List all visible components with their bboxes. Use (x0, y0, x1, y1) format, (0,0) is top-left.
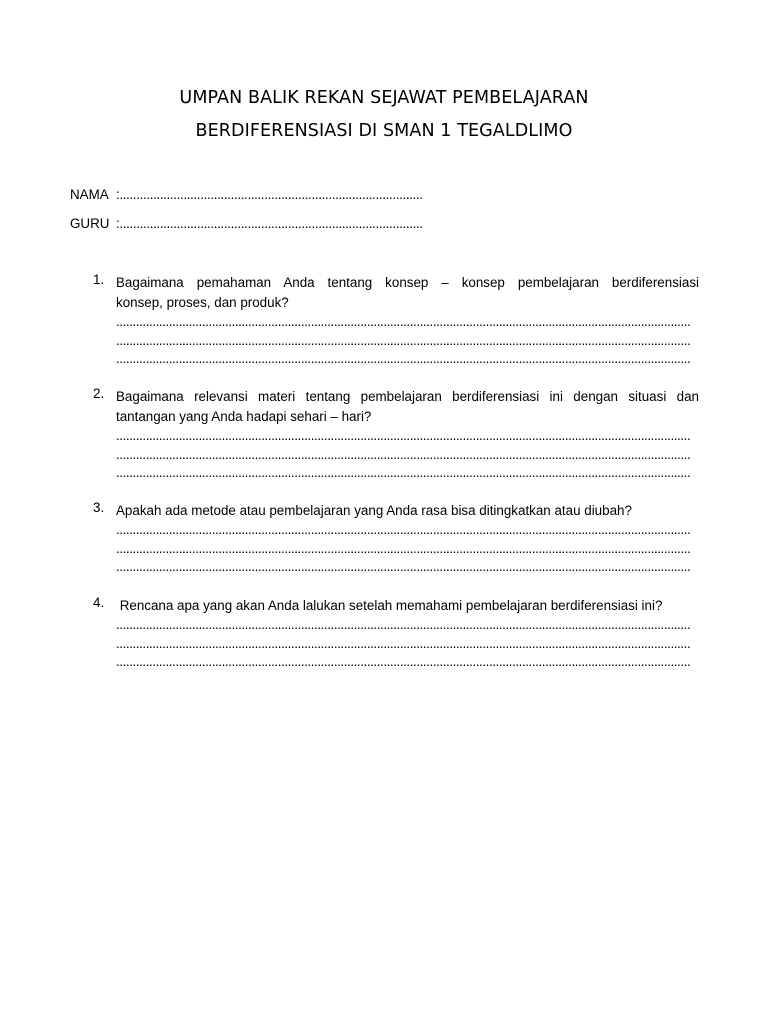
answer-line: .............................................................................................................................................................................. (116, 351, 691, 366)
question-text-line-2: tantangan yang Anda hadapi sehari – hari? (116, 409, 372, 424)
question-number: 3. (93, 500, 105, 515)
answer-line: .............................................................................................................................................................................. (116, 428, 691, 443)
question-text-line-1: Apakah ada metode atau pembelajaran yang Anda rasa bisa ditingkatkan atau diubah? (116, 503, 632, 518)
answer-line: .............................................................................................................................................................................. (116, 635, 691, 651)
question-text-line-2: konsep, proses, dan produk? (116, 295, 289, 310)
question-text-line-1: Bagaimana relevansi materi tentang pembelajaran berdiferensiasi ini dengan situasi dan (116, 389, 699, 404)
guru-label: GURU (70, 216, 110, 231)
question-number: 1. (93, 272, 105, 287)
answer-line: .............................................................................................................................................................................. (116, 465, 691, 480)
nama-label: NAMA (70, 187, 109, 202)
guru-field (70, 217, 423, 230)
question-text-line-1: Rencana apa yang akan Anda lalukan setelah memahami pembelajaran berdiferensiasi ini? (116, 598, 663, 613)
question-number: 2. (93, 386, 105, 401)
question-3 (93, 501, 699, 577)
answer-line: .............................................................................................................................................................................. (116, 522, 691, 537)
nama-value: :.......................................................................................... (116, 187, 423, 202)
question-number: 4. (93, 595, 105, 610)
answer-line: .............................................................................................................................................................................. (116, 332, 691, 348)
answer-line: .............................................................................................................................................................................. (116, 540, 691, 556)
document-title-line-2: BERDIFERENSIASI DI SMAN 1 TEGALDLIMO (195, 121, 573, 141)
answer-line: .............................................................................................................................................................................. (116, 446, 691, 462)
nama-field (70, 188, 423, 201)
answer-line: .............................................................................................................................................................................. (116, 559, 691, 574)
question-2 (93, 387, 699, 483)
answer-line: .............................................................................................................................................................................. (116, 314, 691, 329)
question-1 (93, 273, 699, 369)
answer-line: .............................................................................................................................................................................. (116, 617, 691, 632)
question-text-line-1: Bagaimana pemahaman Anda tentang konsep – konsep pembelajaran berdiferensiasi (116, 275, 699, 290)
answer-line: .............................................................................................................................................................................. (116, 654, 691, 669)
guru-value: :.......................................................................................... (116, 216, 423, 231)
question-4 (93, 596, 699, 672)
document-title-line-1: UMPAN BALIK REKAN SEJAWAT PEMBELAJARAN (179, 88, 589, 108)
